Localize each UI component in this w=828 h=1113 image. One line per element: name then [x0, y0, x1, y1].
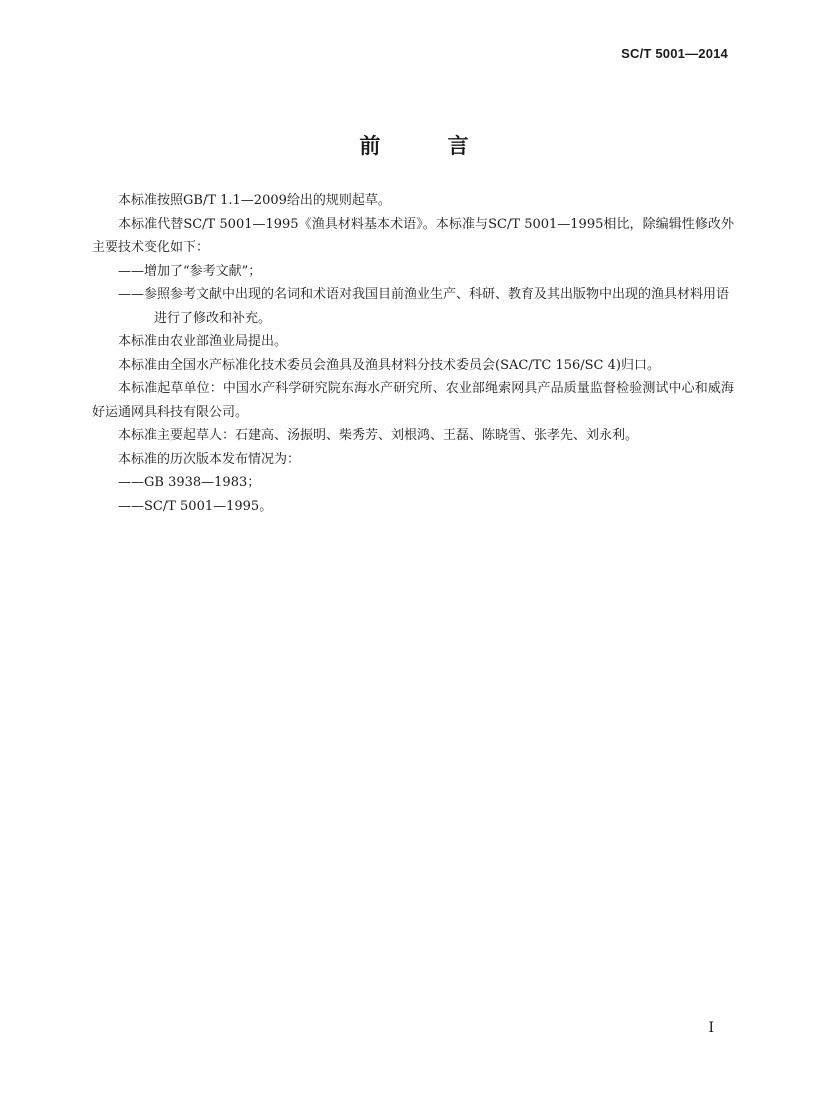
standard-code: SC/T 5001—2014 — [621, 46, 728, 61]
paragraph-history-intro: 本标准的历次版本发布情况为： — [118, 451, 301, 467]
paragraph-committee: 本标准由全国水产标准化技术委员会渔具及渔具材料分技术委员会(SAC/TC 156/SC 4)归口。 — [118, 357, 660, 373]
page-number: I — [708, 1020, 714, 1036]
list-item-change-1: ——增加了“参考文献”； — [118, 263, 262, 279]
paragraph-drafters: 本标准主要起草人：石建高、汤振明、柴秀芳、刘根鸿、王磊、陈晓雪、张孝先、刘永利。 — [118, 428, 639, 443]
paragraph-proposer: 本标准由农业部渔业局提出。 — [118, 334, 288, 349]
page-title: 前 言 — [359, 133, 499, 158]
foreword-body — [92, 189, 734, 518]
list-item-history-2: ——SC/T 5001—1995。 — [118, 498, 273, 514]
paragraph-replacement: 本标准代替SC/T 5001—1995《渔具材料基本术语》。本标准与SC/T 5001—1995相比，除编辑性修改外主要技术变化如下： — [92, 216, 734, 255]
paragraph-drafting-rules: 本标准按照GB/T 1.1—2009给出的规则起草。 — [118, 193, 391, 208]
list-item-change-2: ——参照参考文献中出现的名词和术语对我国目前渔业生产、科研、教育及其出版物中出现的渔具材料用语进行了修改和补充。 — [118, 287, 730, 326]
paragraph-drafting-units: 本标准起草单位：中国水产科学研究院东海水产研究所、农业部绳索网具产品质量监督检验测试中心和威海好运通网具科技有限公司。 — [92, 381, 734, 420]
list-item-history-1: ——GB 3938—1983； — [118, 475, 261, 490]
